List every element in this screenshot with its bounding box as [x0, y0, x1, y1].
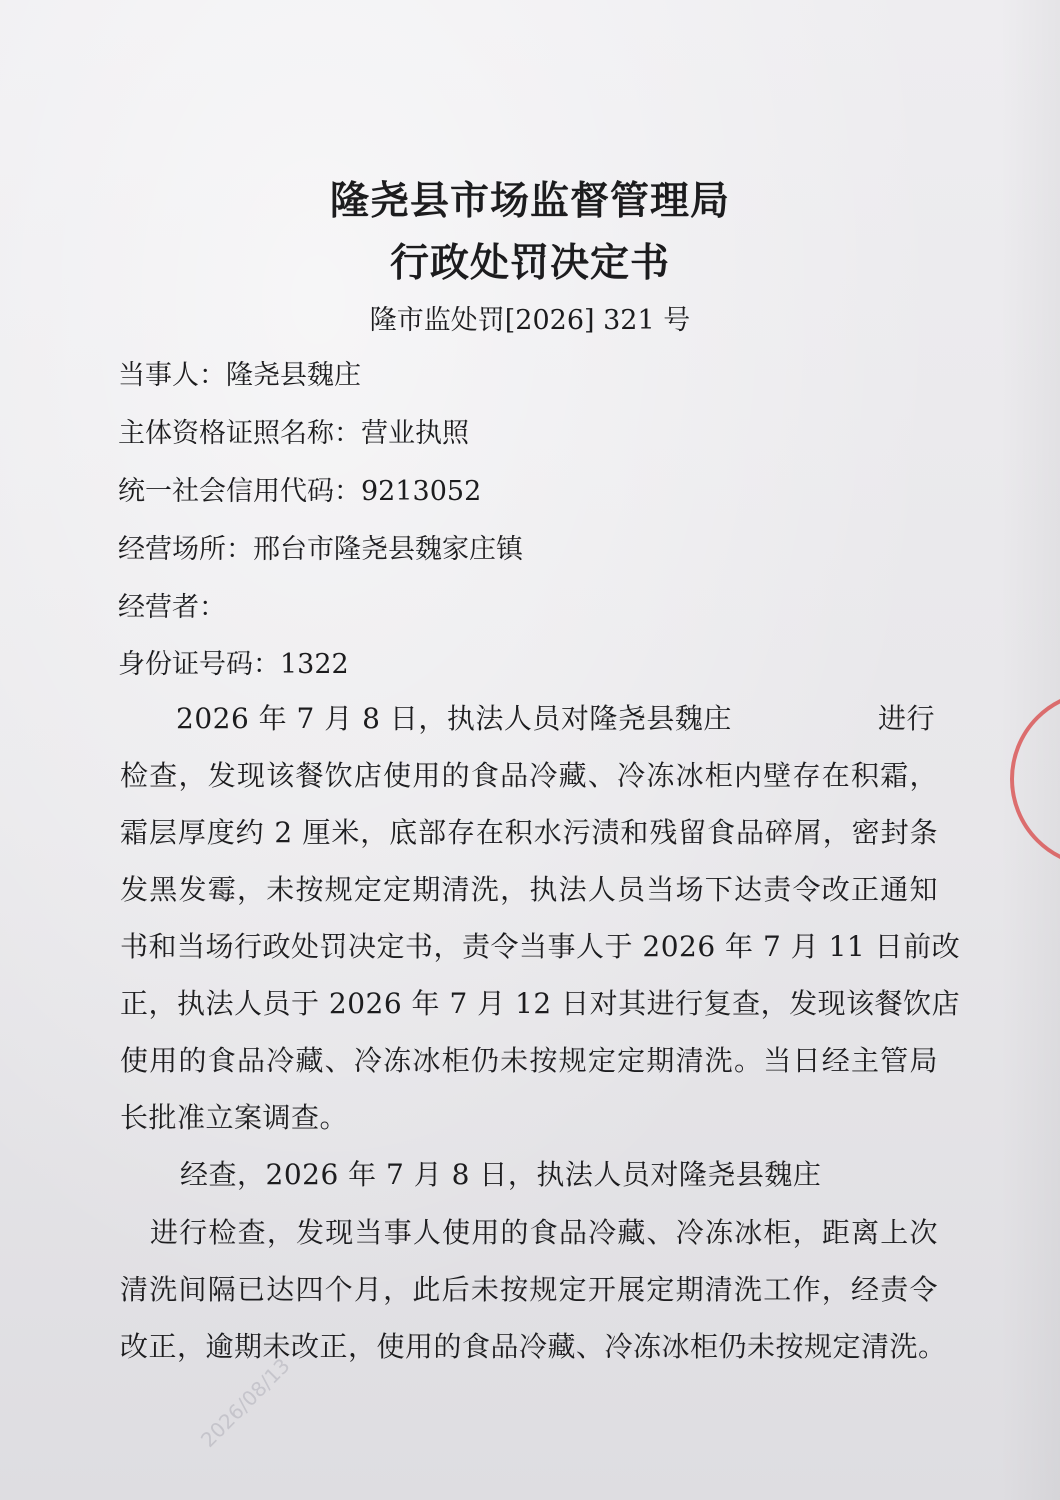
- field-party-label: 当事人：: [118, 360, 226, 391]
- field-license-name: [118, 411, 469, 450]
- field-id-number: [118, 642, 349, 681]
- agency-title: 隆尧县市场监督管理局: [329, 178, 730, 224]
- field-operator-label: 经营者：: [118, 592, 226, 623]
- para1-line5: 书和当场行政处罚决定书，责令当事人于 2026 年 7 月 11 日前改: [120, 930, 961, 963]
- para1-line3: 霜层厚度约 2 厘米，底部存在积水污渍和残留食品碎屑，密封条: [120, 816, 938, 849]
- para2-line1: 经查，2026 年 7 月 8 日，执法人员对隆尧县魏庄: [180, 1158, 822, 1191]
- para2-line4: 改正，逾期未改正，使用的食品冷藏、冷冻冰柜仍未按规定清洗。: [120, 1330, 947, 1363]
- para2-line3: 清洗间隔已达四个月，此后未按规定开展定期清洗工作，经责令: [120, 1273, 938, 1306]
- field-credit-code: [118, 469, 481, 508]
- field-party-value: 隆尧县魏庄: [226, 360, 361, 391]
- field-operator: [118, 585, 226, 624]
- document-number: 隆市监处罚[2026] 321 号: [369, 305, 691, 336]
- field-business-address-label: 经营场所：: [118, 534, 253, 565]
- field-credit-code-label: 统一社会信用代码：: [118, 476, 361, 507]
- field-business-address: [118, 527, 523, 566]
- field-credit-code-value: 9213052: [361, 476, 482, 507]
- field-license-name-value: 营业执照: [361, 418, 469, 449]
- field-id-number-value: 1322: [280, 649, 349, 680]
- para1-line1-start: 2026 年 7 月 8 日，执法人员对隆尧县魏庄: [176, 702, 732, 735]
- field-id-number-label: 身份证号码：: [118, 649, 280, 680]
- para2-line2: 进行检查，发现当事人使用的食品冷藏、冷冻冰柜，距离上次: [150, 1216, 938, 1249]
- field-business-address-value: 邢台市隆尧县魏家庄镇: [253, 534, 523, 565]
- para1-line4: 发黑发霉，未按规定定期清洗，执法人员当场下达责令改正通知: [120, 873, 938, 906]
- field-party: [118, 353, 361, 392]
- para1-line1-end: 进行: [878, 702, 936, 735]
- para1-line6: 正，执法人员于 2026 年 7 月 12 日对其进行复查，发现该餐饮店: [120, 987, 961, 1020]
- field-license-name-label: 主体资格证照名称：: [118, 418, 361, 449]
- para1-line2: 检查，发现该餐饮店使用的食品冷藏、冷冻冰柜内壁存在积霜，: [120, 759, 938, 792]
- para1-line7: 使用的食品冷藏、冷冻冰柜仍未按规定定期清洗。当日经主管局: [120, 1044, 938, 1077]
- para1-line8: 长批准立案调查。: [120, 1101, 349, 1134]
- date-watermark: 2026/08/13: [196, 1353, 295, 1452]
- document-type-title: 行政处罚决定书: [389, 240, 670, 286]
